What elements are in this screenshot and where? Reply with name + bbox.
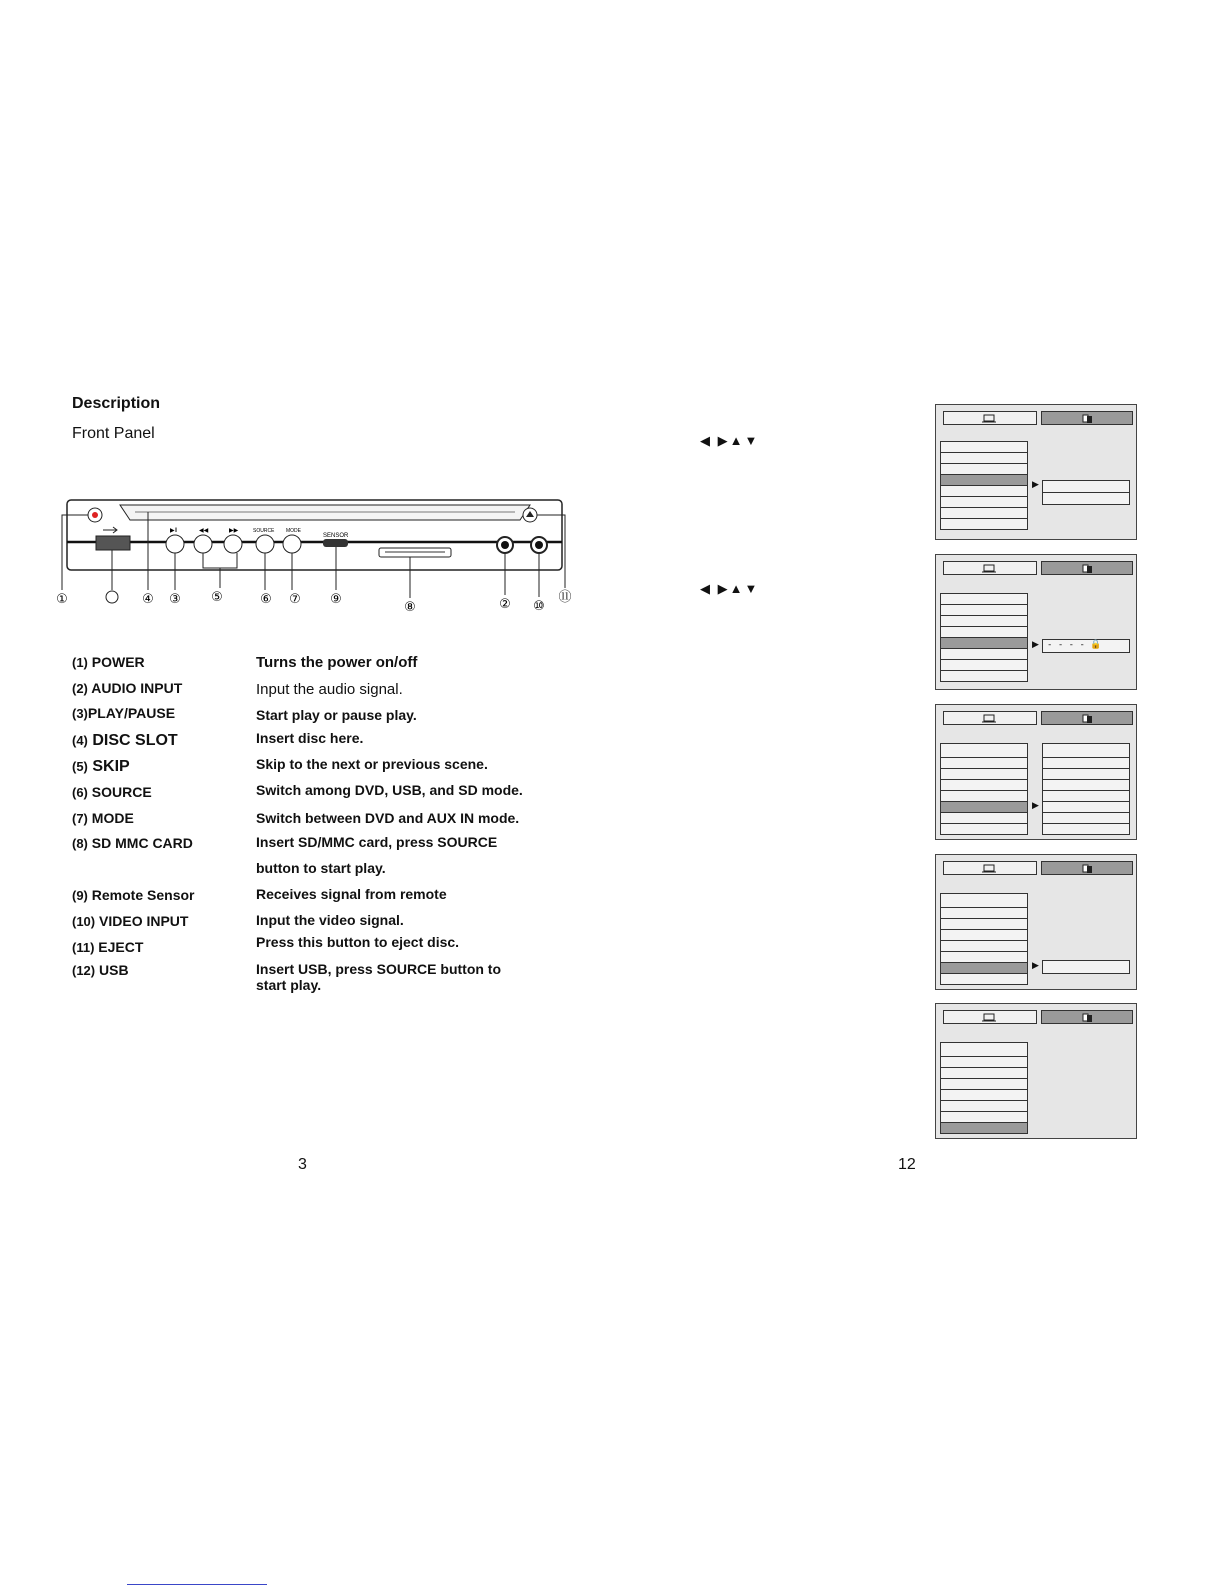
callout-5: ⑤ [211, 590, 223, 605]
section-subtitle: Front Panel [72, 425, 155, 442]
arrow-keys-icon: ◀ ▶▲▼ [700, 581, 760, 596]
page-number-right: 12 [898, 1156, 916, 1173]
general-setup-tab [943, 411, 1037, 425]
item-desc-eject: Press this button to eject disc. [256, 934, 460, 950]
callout-9: ⑨ [330, 592, 342, 607]
setup-menu-screen-3 [935, 704, 1137, 840]
item-label-sd-mmc-card: (8) SD MMC CARD [72, 835, 193, 851]
item-label-usb: (12) USB [72, 962, 129, 978]
panel-sensor-label: SENSOR [323, 533, 349, 539]
callout-8: ⑧ [404, 600, 416, 615]
callout-11: ⑪ [558, 590, 572, 605]
item-desc-disc-slot: Insert disc here. [256, 730, 364, 746]
preference-setup-tab [1041, 711, 1133, 725]
general-setup-tab [943, 711, 1037, 725]
item-label-eject: (11) EJECT [72, 939, 144, 955]
password-field: - - - - [1047, 640, 1085, 650]
item-label-play-pause: (3)PLAY/PAUSE [72, 705, 176, 721]
item-label-audio-input: (2) AUDIO INPUT [72, 680, 183, 696]
item-desc-source: Switch among DVD, USB, and SD mode. [256, 782, 523, 798]
item-desc-video-input: Input the video signal. [256, 912, 404, 928]
callout-4: ④ [142, 592, 154, 607]
preference-setup-tab [1041, 861, 1133, 875]
skip-prev-button [194, 535, 212, 553]
pointer-icon: ▶ [1032, 639, 1039, 649]
item-desc-usb-line2: start play. [256, 977, 322, 993]
preference-setup-tab [1041, 411, 1133, 425]
setup-menu-screen-5 [935, 1003, 1137, 1139]
page-number-left: 3 [298, 1156, 307, 1173]
source-button [256, 535, 274, 553]
item-desc-usb: Insert USB, press SOURCE button to [256, 961, 502, 977]
callout-10: ⑩ [533, 599, 545, 614]
svg-text:▶‖: ▶‖ [170, 528, 178, 534]
section-title: Description [72, 395, 161, 412]
pointer-icon: ▶ [1032, 960, 1039, 970]
item-label-remote-sensor: (9) Remote Sensor [72, 887, 195, 903]
svg-text:▶▶: ▶▶ [229, 528, 239, 534]
panel-source-label: SOURCE [253, 528, 275, 534]
item-desc-play-pause: Start play or pause play. [256, 707, 417, 723]
item-desc-power: Turns the power on/off [256, 654, 418, 671]
play-pause-button [166, 535, 184, 553]
item-desc-skip: Skip to the next or previous scene. [256, 756, 488, 772]
item-label-mode: (7) MODE [72, 810, 134, 826]
skip-next-button [224, 535, 242, 553]
front-panel-diagram [55, 490, 585, 620]
item-desc-mode: Switch between DVD and AUX IN mode. [256, 810, 520, 826]
callout-6: ⑥ [260, 592, 272, 607]
item-label-skip: (5) SKIP [72, 758, 130, 775]
callout-3: ③ [169, 592, 181, 607]
lock-icon: 🔒 [1090, 640, 1102, 650]
remote-sensor [323, 539, 348, 547]
general-setup-tab [943, 561, 1037, 575]
pointer-icon: ▶ [1032, 800, 1039, 810]
general-setup-tab [943, 1010, 1037, 1024]
item-label-source: (6) SOURCE [72, 784, 152, 800]
svg-text:◀◀: ◀◀ [199, 528, 209, 534]
preference-setup-tab [1041, 561, 1133, 575]
arrow-keys-icon: ◀ ▶▲▼ [700, 433, 760, 448]
general-setup-tab [943, 861, 1037, 875]
panel-mode-label: MODE [286, 528, 301, 534]
mode-button [283, 535, 301, 553]
item-label-video-input: (10) VIDEO INPUT [72, 913, 189, 929]
callout-7: ⑦ [289, 592, 301, 607]
setup-menu-screen-1 [935, 404, 1137, 540]
setup-menu-screen-2 [935, 554, 1137, 690]
callout-1: ① [56, 592, 68, 607]
item-desc-audio-input: Input the audio signal. [256, 681, 403, 698]
item-label-disc-slot: (4) DISC SLOT [72, 732, 178, 749]
item-desc-remote-sensor: Receives signal from remote [256, 886, 447, 902]
pointer-icon: ▶ [1032, 479, 1039, 489]
callout-2: ② [499, 597, 511, 612]
preference-setup-tab [1041, 1010, 1133, 1024]
usb-port [96, 536, 130, 550]
item-desc-sd-mmc-card: Insert SD/MMC card, press SOURCE [256, 834, 498, 850]
item-label-power: (1) POWER [72, 654, 145, 670]
item-desc-sd-mmc-card-line2: button to start play. [256, 860, 386, 876]
setup-menu-screen-4 [935, 854, 1137, 990]
